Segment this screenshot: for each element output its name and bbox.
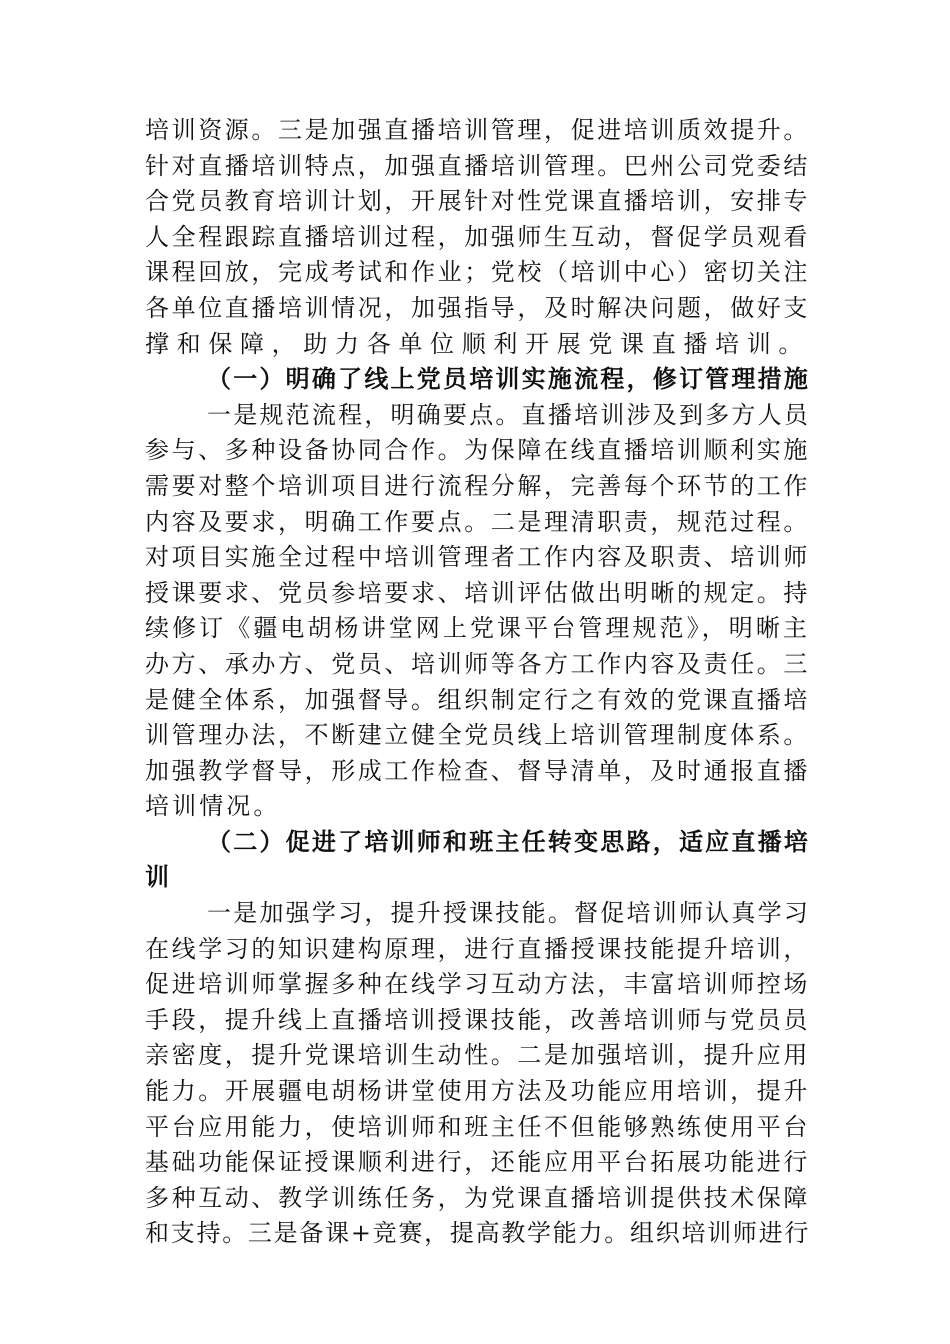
section-heading-line: （二）促进了培训师和班主任转变思路，适应直播培	[207, 827, 811, 856]
paragraph-line: 促进培训师掌握多种在线学习互动方法，丰富培训师控场	[145, 970, 810, 999]
paragraph-line: 手段，提升线上直播培训授课技能，改善培训师与党员员	[145, 1005, 810, 1034]
paragraph-line: 多种互动、教学训练任务，为党课直播培训提供技术保障	[145, 1183, 810, 1212]
paragraph-line: 需要对整个培训项目进行流程分解，完善每个环节的工作	[145, 471, 810, 500]
paragraph-line: 训管理办法，不断建立健全党员线上培训管理制度体系。	[145, 721, 810, 750]
paragraph-line: 内容及要求，明确工作要点。二是理清职责，规范过程。	[145, 507, 810, 536]
paragraph-line: 基础功能保证授课顺利进行，还能应用平台拓展功能进行	[145, 1148, 810, 1177]
paragraph-line: 培训资源。三是加强直播培训管理，促进培训质效提升。	[145, 116, 810, 144]
paragraph-line: 人全程跟踪直播培训过程，加强师生互动，督促学员观看	[145, 222, 810, 251]
paragraph-line: 在线学习的知识建构原理，进行直播授课技能提升培训，	[145, 934, 810, 963]
paragraph-line: 亲密度，提升党课培训生动性。二是加强培训，提升应用	[145, 1041, 810, 1070]
paragraph-line: 参与、多种设备协同合作。为保障在线直播培训顺利实施	[145, 436, 810, 465]
paragraph-line: 办方、承办方、党员、培训师等各方工作内容及责任。三	[145, 649, 810, 678]
paragraph-line: 各单位直播培训情况，加强指导，及时解决问题，做好支	[145, 293, 810, 322]
document-body	[145, 113, 810, 1252]
paragraph-line: 培训情况。	[145, 792, 281, 821]
paragraph-line: 和支持。三是备课+竞赛，提高教学能力。组织培训师进行	[145, 1219, 811, 1248]
paragraph-line: 对项目实施全过程中培训管理者工作内容及职责、培训师	[145, 543, 810, 572]
paragraph-line: 平台应用能力，使培训师和班主任不但能够熟练使用平台	[145, 1112, 810, 1141]
paragraph-line: 撑和保障，助力各单位顺利开展党课直播培训。	[145, 329, 811, 358]
paragraph-line: 是健全体系，加强督导。组织制定行之有效的党课直播培	[145, 685, 810, 714]
paragraph-line: 针对直播培训特点，加强直播培训管理。巴州公司党委结	[145, 151, 810, 180]
section-heading-line: 训	[145, 863, 172, 892]
paragraph-line: 合党员教育培训计划，开展针对性党课直播培训，安排专	[145, 187, 810, 216]
section-heading-line: （一）明确了线上党员培训实施流程，修订管理措施	[207, 365, 811, 394]
paragraph-line: 能力。开展疆电胡杨讲堂使用方法及功能应用培训，提升	[145, 1077, 810, 1106]
paragraph-line: 授课要求、党员参培要求、培训评估做出明晰的规定。持	[145, 578, 810, 607]
paragraph-line: 一是加强学习，提升授课技能。督促培训师认真学习	[207, 899, 811, 928]
paragraph-line: 续修订《疆电胡杨讲堂网上党课平台管理规范》，明晰主	[145, 614, 810, 643]
paragraph-line: 课程回放，完成考试和作业；党校（培训中心）密切关注	[145, 258, 810, 287]
paragraph-line: 一是规范流程，明确要点。直播培训涉及到多方人员	[207, 400, 811, 429]
paragraph-line: 加强教学督导，形成工作检查、督导清单，及时通报直播	[145, 756, 810, 785]
